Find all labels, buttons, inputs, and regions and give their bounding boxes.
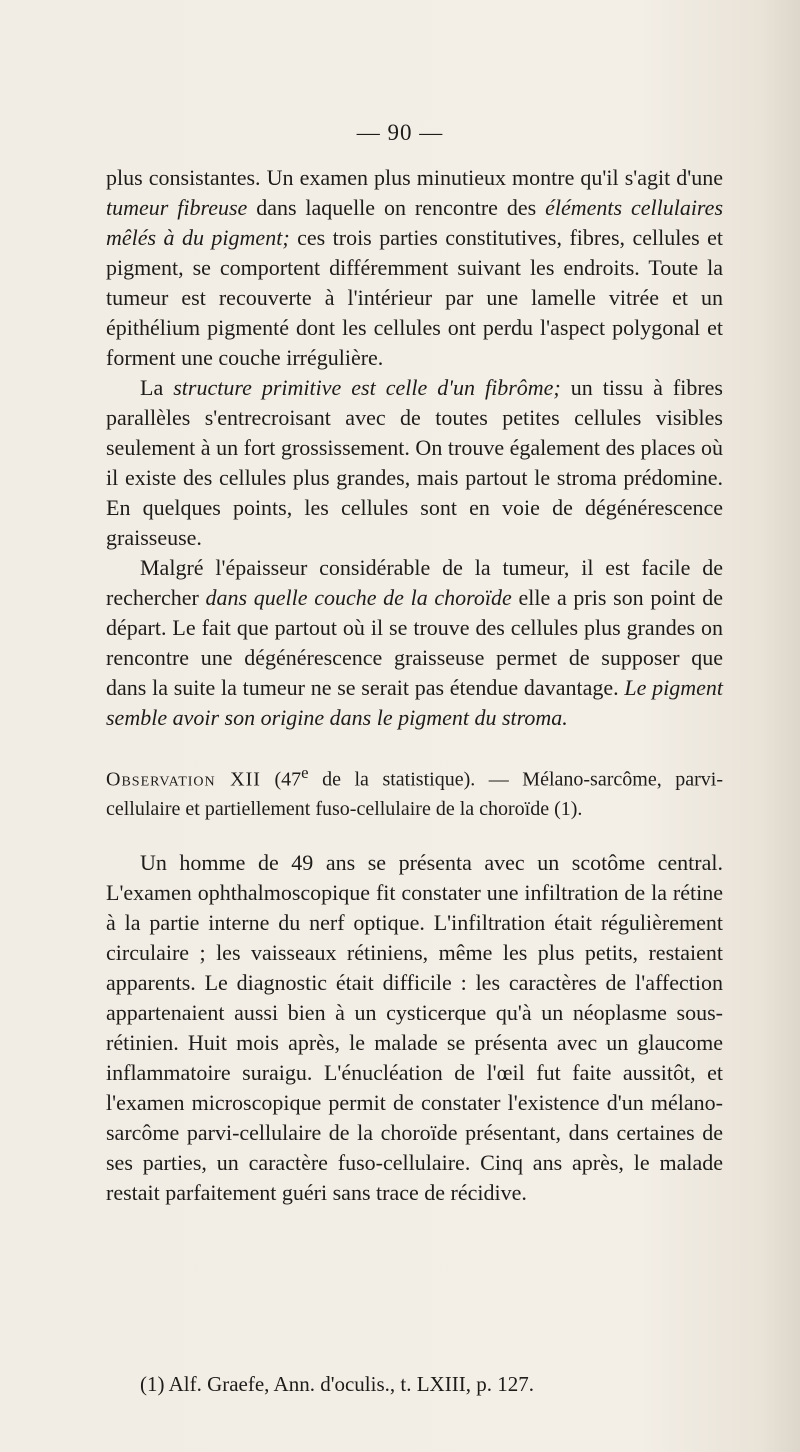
paragraph-2 bbox=[106, 373, 723, 553]
paragraph-1-text-3: ces trois parties constitutives, fibres, cellules et pigment, se comportent différemment suivant les endroits. Toute la tumeur est recouverte à l'intérieur par une lamelle vitrée et un épithélium pigmenté dont les cellules ont perdu l'aspect polygonal et forment une couche irrégulière. bbox=[106, 225, 723, 370]
observation-heading bbox=[106, 758, 723, 824]
body-text bbox=[106, 163, 723, 1208]
paragraph-3-emphasis-1: dans quelle couche de la choroïde bbox=[205, 585, 512, 610]
paragraph-1-text-2: dans laquelle on rencontre des bbox=[247, 195, 546, 220]
paragraph-3-emphasis-2: Le pigment semble avoir son origine dans le pigment du stroma. bbox=[106, 675, 723, 730]
observation-superscript: e bbox=[301, 763, 309, 782]
paragraph-1 bbox=[106, 163, 723, 373]
paragraph-3-text-2: elle a pris son point de départ. Le fait que partout où il se trouve des cellules plus grandes on rencontre une dégénérescence graisseuse permet de supposer que dans la suite la tumeur ne se serait pas étendue davantage. bbox=[106, 585, 723, 700]
paragraph-1-emphasis-2: éléments cellulaires mêlés à du pigment; bbox=[106, 195, 723, 250]
paragraph-2-emphasis-1: structure primitive est celle d'un fibrôme; bbox=[173, 375, 561, 400]
paragraph-3-text-1: Malgré l'épaisseur considérable de la tumeur, il est facile de rechercher bbox=[106, 555, 723, 610]
paragraph-4: Un homme de 49 ans se présenta avec un scotôme central. L'examen ophthalmoscopique fit constater une infiltration de la rétine à la partie interne du nerf optique. L'infiltration était régulièrement circulaire ; les vaisseaux rétiniens, même les plus petits, restaient apparents. Le diagnostic était difficile : les caractères de l'affection appartenaient aussi bien à un cysticerque qu'à un néoplasme sous-rétinien. Huit mois après, le malade se présenta avec un glaucome inflammatoire suraigu. L'énucléation de l'œil fut faite aussitôt, et l'examen microscopique permit de constater l'existence d'un mélano-sarcôme parvi-cellulaire de la choroïde présentant, dans certaines de ses parties, un caractère fuso-cellulaire. Cinq ans après, le malade restait parfaitement guéri sans trace de récidive. bbox=[106, 849, 723, 1205]
paragraph-3 bbox=[106, 553, 723, 733]
footnote: (1) Alf. Graefe, Ann. d'oculis., t. LXIII, p. 127. bbox=[140, 1372, 534, 1396]
paragraph-2-text-1: La bbox=[140, 375, 174, 400]
observation-text-2: de la statistique). — Mélano-sarcôme, parvi-cellulaire et partiellement fuso-cellulaire de la choroïde (1). bbox=[106, 768, 723, 820]
paragraph-2-text-2: un tissu à fibres parallèles s'entrecroisant avec de toutes petites cellules visibles seulement à un fort grossissement. On trouve également des places où il existe des cellules plus grandes, mais partout le stroma prédomine. En quelques points, les cellules sont en voie de dégénérescence graisseuse. bbox=[106, 375, 723, 550]
observation-text-1: (47 bbox=[260, 768, 302, 791]
page-number: — 90 — bbox=[356, 120, 444, 145]
observation-label: Observation XII bbox=[106, 768, 261, 791]
paragraph-1-text-1: plus consistantes. Un examen plus minutieux montre qu'il s'agit d'une bbox=[106, 165, 723, 190]
paragraph-1-emphasis-1: tumeur fibreuse bbox=[106, 195, 248, 220]
